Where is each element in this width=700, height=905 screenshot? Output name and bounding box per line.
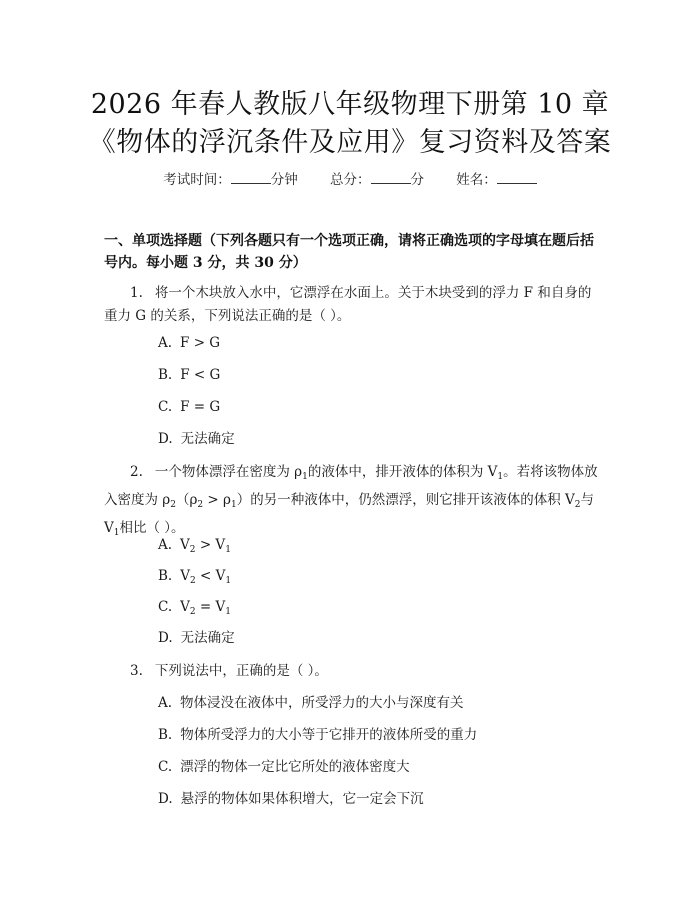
total-score-label: 总分： bbox=[330, 172, 371, 188]
question-3-option-a bbox=[158, 693, 464, 713]
option-letter: A. bbox=[158, 537, 173, 553]
option-text: 物体所受浮力的大小等于它排开的液体所受的重力 bbox=[180, 727, 478, 743]
question-number: 3. bbox=[130, 663, 143, 679]
exam-time-unit: 分钟 bbox=[270, 172, 298, 188]
subscript: 1 bbox=[113, 528, 120, 538]
question-2-stem bbox=[104, 461, 604, 545]
option-text: V bbox=[180, 537, 190, 553]
subscript: 1 bbox=[230, 500, 237, 510]
question-number: 2. bbox=[130, 464, 143, 480]
question-3-option-c bbox=[158, 757, 410, 777]
option-text: 悬浮的物体如果体积增大，它一定会下沉 bbox=[180, 791, 424, 807]
option-text: > V bbox=[195, 537, 226, 553]
document-title-line-2: 《物体的浮沉条件及应用》复习资料及答案 bbox=[88, 127, 612, 158]
option-text: = V bbox=[195, 599, 226, 615]
question-2-option-a bbox=[158, 535, 231, 560]
question-text-part: 与 V bbox=[104, 492, 594, 536]
option-text: F = G bbox=[180, 399, 221, 415]
option-letter: B. bbox=[158, 727, 173, 743]
question-1-option-b bbox=[158, 365, 220, 385]
question-3-option-d bbox=[158, 789, 424, 809]
question-1-option-d bbox=[158, 429, 235, 449]
option-text: F > G bbox=[180, 335, 221, 351]
question-text-part: > ρ bbox=[203, 492, 231, 508]
option-letter: A. bbox=[158, 695, 173, 711]
question-text-part: 相比（ ）。 bbox=[119, 520, 185, 536]
subscript: 2 bbox=[170, 500, 176, 510]
question-text-part: （ρ bbox=[175, 492, 198, 508]
exam-time-field bbox=[163, 172, 302, 188]
question-number: 1. bbox=[130, 285, 143, 301]
question-text: 下列说法中，正确的是（ ）。 bbox=[154, 663, 328, 679]
total-score-field bbox=[330, 172, 428, 188]
subscript: 1 bbox=[225, 545, 231, 555]
subscript: 2 bbox=[574, 500, 581, 510]
subscript: 1 bbox=[225, 607, 232, 617]
question-text-part: 。若将该物体放入密度为 ρ bbox=[104, 464, 598, 508]
section-heading: 一、单项选择题（下列各题只有一个选项正确，请将正确选项的字母填在题后括号内。每小题 3 分，共 30 分） bbox=[104, 233, 594, 271]
question-3-stem bbox=[104, 660, 604, 683]
question-2-option-d bbox=[158, 628, 235, 648]
option-text: V bbox=[180, 568, 190, 584]
option-letter: C. bbox=[158, 759, 173, 775]
question-1-option-a bbox=[158, 333, 220, 353]
option-letter: D. bbox=[158, 791, 173, 807]
option-text: F < G bbox=[180, 367, 221, 383]
question-text-part: 的液体中，排开液体的体积为 V bbox=[307, 464, 498, 480]
question-2-option-b bbox=[158, 566, 231, 591]
option-text: 无法确定 bbox=[180, 630, 235, 646]
question-3-option-b bbox=[158, 725, 477, 745]
exam-info-row bbox=[0, 168, 700, 188]
subscript: 1 bbox=[225, 576, 232, 586]
subscript: 1 bbox=[302, 472, 308, 482]
exam-time-label: 考试时间： bbox=[163, 172, 231, 188]
option-letter: D. bbox=[158, 630, 173, 646]
option-text: < V bbox=[195, 568, 226, 584]
total-score-unit: 分 bbox=[410, 172, 424, 188]
option-text: V bbox=[180, 599, 190, 615]
question-text-part: ）的另一种液体中，仍然漂浮，则它排开该液体的体积 V bbox=[236, 492, 575, 508]
option-letter: B. bbox=[158, 367, 173, 383]
student-name-label: 姓名： bbox=[456, 172, 497, 188]
question-text: 将一个木块放入水中，它漂浮在水面上。关于木块受到的浮力 F 和自身的重力 G 的关系，下列说法正确的是（ ）。 bbox=[104, 285, 592, 324]
question-1-option-c bbox=[158, 397, 220, 417]
subscript: 2 bbox=[189, 576, 196, 586]
subscript: 2 bbox=[189, 607, 196, 617]
question-2-option-c bbox=[158, 597, 231, 622]
option-text: 物体浸没在液体中，所受浮力的大小与深度有关 bbox=[180, 695, 464, 711]
option-text: 漂浮的物体一定比它所处的液体密度大 bbox=[180, 759, 410, 775]
option-letter: C. bbox=[158, 399, 173, 415]
subscript: 2 bbox=[197, 500, 204, 510]
option-letter: D. bbox=[158, 431, 173, 447]
subscript: 1 bbox=[497, 472, 504, 482]
option-letter: A. bbox=[158, 335, 173, 351]
option-letter: C. bbox=[158, 599, 173, 615]
student-name-blank bbox=[497, 182, 537, 184]
subscript: 2 bbox=[189, 545, 196, 555]
document-title-line-1: 2026 年春人教版八年级物理下册第 10 章 bbox=[90, 89, 610, 120]
student-name-field bbox=[456, 172, 537, 188]
exam-time-blank bbox=[231, 182, 271, 184]
total-score-blank bbox=[371, 182, 411, 184]
option-letter: B. bbox=[158, 568, 173, 584]
question-1-stem bbox=[104, 282, 604, 328]
option-text: 无法确定 bbox=[180, 431, 235, 447]
question-text-part: 一个物体漂浮在密度为 ρ bbox=[154, 464, 303, 480]
